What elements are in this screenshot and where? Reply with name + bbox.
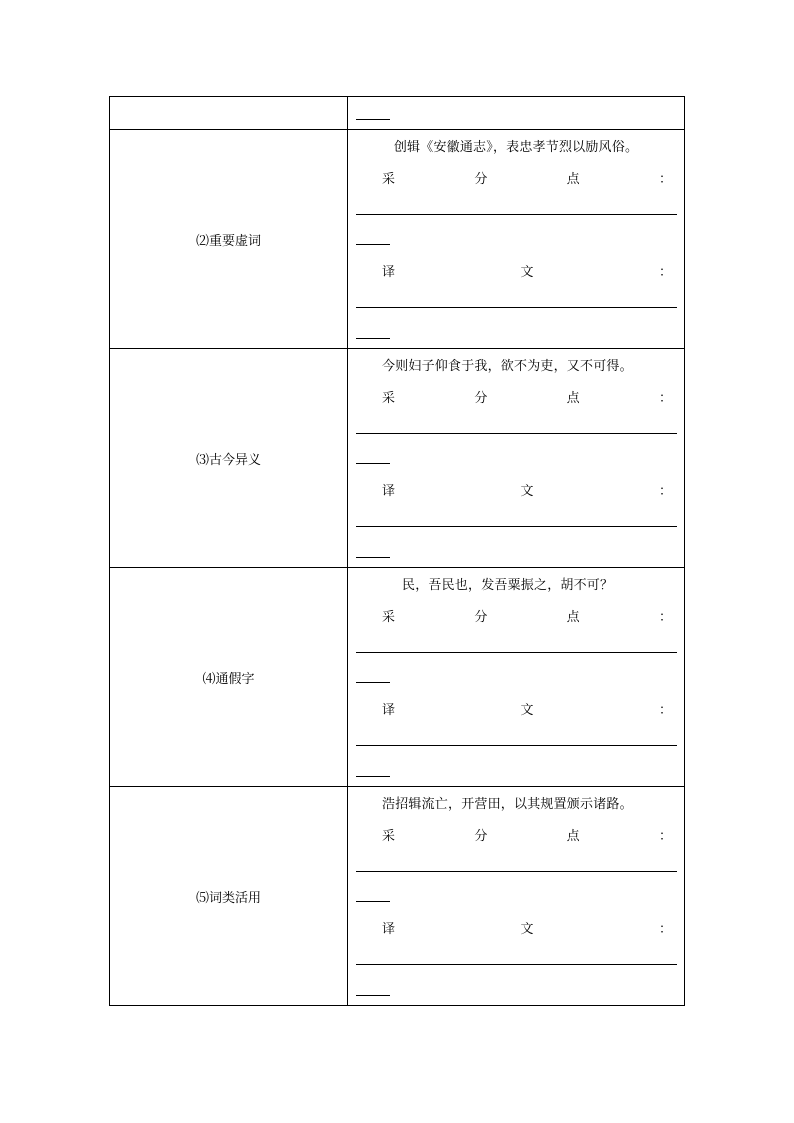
answer-blank-long[interactable] (356, 307, 677, 308)
answer-cell (348, 130, 684, 348)
answer-blank-short[interactable] (356, 776, 390, 777)
answer-blank-short[interactable] (356, 463, 390, 464)
source-sentence: 创辑《安徽通志》，表忠孝节烈以励风俗。 (393, 140, 639, 155)
answer-blank-short[interactable] (356, 901, 390, 902)
source-sentence: 浩招辑流亡，开营田，以其规置颁示诸路。 (382, 797, 633, 812)
answer-blank-short[interactable] (356, 557, 390, 558)
answer-blank-long[interactable] (356, 652, 677, 653)
answer-blank-short[interactable] (356, 682, 390, 683)
label-cell-empty (110, 97, 348, 129)
category-label: ⑷通假字 (110, 568, 348, 786)
translation-prompt: 译 文 ： (382, 703, 672, 718)
table-row (110, 567, 684, 786)
table-row (110, 348, 684, 567)
table-row (110, 786, 684, 1005)
answer-blank-long[interactable] (356, 214, 677, 215)
answer-blank-short[interactable] (356, 119, 390, 120)
translation-prompt: 译 文 ： (382, 265, 672, 280)
table-row-continuation (110, 97, 684, 129)
cai-fen-dian-prompt: 采 分 点 ： (382, 172, 672, 187)
source-sentence: 今则妇子仰食于我，欲不为吏，又不可得。 (382, 359, 633, 374)
answer-blank-long[interactable] (356, 964, 677, 965)
answer-blank-long[interactable] (356, 745, 677, 746)
answer-cell-continuation (348, 97, 684, 129)
answer-cell (348, 787, 684, 1005)
answer-blank-long[interactable] (356, 871, 677, 872)
translation-prompt: 译 文 ： (382, 922, 672, 937)
answer-cell (348, 568, 684, 786)
answer-blank-short[interactable] (356, 244, 390, 245)
category-label: ⑸词类活用 (110, 787, 348, 1005)
answer-blank-short[interactable] (356, 995, 390, 996)
answer-blank-short[interactable] (356, 338, 390, 339)
cai-fen-dian-prompt: 采 分 点 ： (382, 391, 672, 406)
category-label: ⑵重要虚词 (110, 130, 348, 348)
source-sentence: 民，吾民也，发吾粟振之，胡不可？ (402, 578, 614, 593)
table-row (110, 129, 684, 348)
category-label: ⑶古今异义 (110, 349, 348, 567)
cai-fen-dian-prompt: 采 分 点 ： (382, 829, 672, 844)
answer-blank-long[interactable] (356, 433, 677, 434)
translation-prompt: 译 文 ： (382, 484, 672, 499)
exercise-table (109, 96, 685, 1006)
answer-blank-long[interactable] (356, 526, 677, 527)
answer-cell (348, 349, 684, 567)
cai-fen-dian-prompt: 采 分 点 ： (382, 610, 672, 625)
